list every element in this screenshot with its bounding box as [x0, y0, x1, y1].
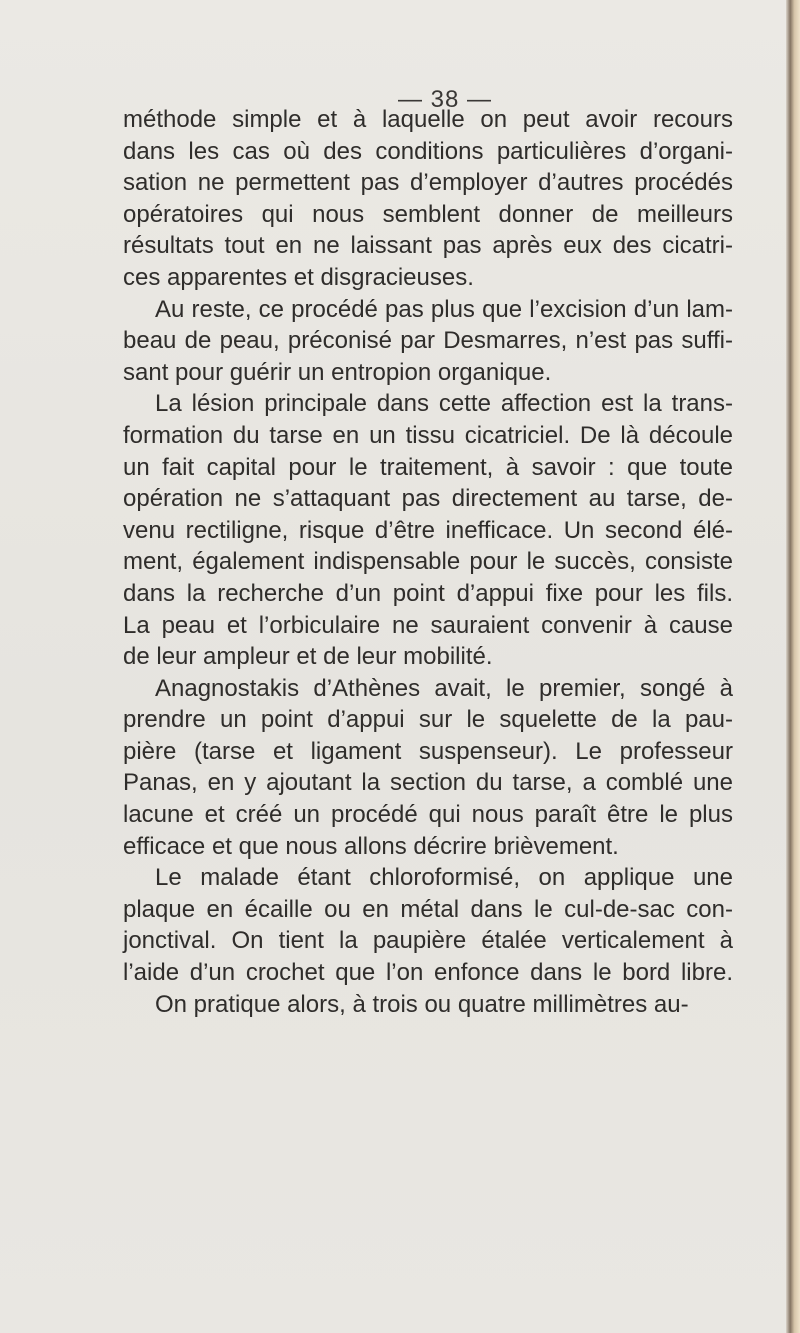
page-number: — 38 — [398, 86, 493, 113]
text-line: formation du tarse en un tissu cicatriciel. De là découle [123, 421, 733, 449]
text-line: pière (tarse et ligament suspenseur). Le professeur [123, 737, 733, 765]
text-line: lacune et créé un procédé qui nous paraît être le plus [123, 801, 733, 829]
text-line: dans la recherche d’un point d’appui fixe pour les fils. [123, 579, 733, 607]
text-line: ces apparentes et disgracieuses. [123, 263, 474, 291]
paragraph-3 [123, 388, 733, 672]
text-line: Anagnostakis d’Athènes avait, le premier, songé à [155, 674, 733, 702]
text-line: méthode simple et à laquelle on peut avoir recours [123, 106, 733, 133]
text-line: venu rectiligne, risque d’être inefficace. Un second élé- [123, 516, 733, 544]
text-line: dans les cas où des conditions particulières d’organi- [123, 137, 733, 165]
text-line: opération ne s’attaquant pas directement au tarse, de- [123, 485, 733, 513]
text-line: sation ne permettent pas d’employer d’autres procédés [123, 169, 733, 197]
text-line: plaque en écaille ou en métal dans le cul-de-sac con- [123, 895, 733, 923]
text-line: prendre un point d’appui sur le squelette de la pau- [123, 706, 733, 734]
page-edge-shadow [786, 0, 800, 1333]
text-line: résultats tout en ne laissant pas après eux des cicatri- [123, 232, 733, 260]
body-text [123, 104, 733, 1020]
text-line: Panas, en y ajoutant la section du tarse, a comblé une [123, 769, 733, 797]
text-line: La peau et l’orbiculaire ne sauraient convenir à cause [123, 611, 733, 639]
text-line: opératoires qui nous semblent donner de meilleurs [123, 200, 733, 228]
paragraph-4 [123, 673, 733, 863]
text-line: Au reste, ce procédé pas plus que l’excision d’un lam- [155, 295, 733, 323]
text-line: beau de peau, préconisé par Desmarres, n’est pas suffi- [123, 327, 733, 355]
text-line: Le malade étant chloroformisé, on applique une [155, 864, 733, 892]
paragraph-1 [123, 104, 733, 294]
text-line: jonctival. On tient la paupière étalée verticalement à [123, 927, 733, 955]
text-line: l’aide d’un crochet que l’on enfonce dans le bord libre. [123, 959, 733, 987]
text-line: On pratique alors, à trois ou quatre millimètres au- [155, 990, 689, 1018]
text-line: sant pour guérir un entropion organique. [123, 358, 552, 386]
paragraph-2 [123, 294, 733, 389]
text-line: efficace et que nous allons décrire brièvement. [123, 832, 619, 860]
text-line: de leur ampleur et de leur mobilité. [123, 643, 493, 671]
paragraph-5 [123, 862, 733, 1020]
text-line: ment, également indispensable pour le succès, consiste [123, 548, 733, 576]
text-line: La lésion principale dans cette affection est la trans- [155, 390, 733, 418]
text-line: un fait capital pour le traitement, à savoir : que toute [123, 453, 733, 481]
